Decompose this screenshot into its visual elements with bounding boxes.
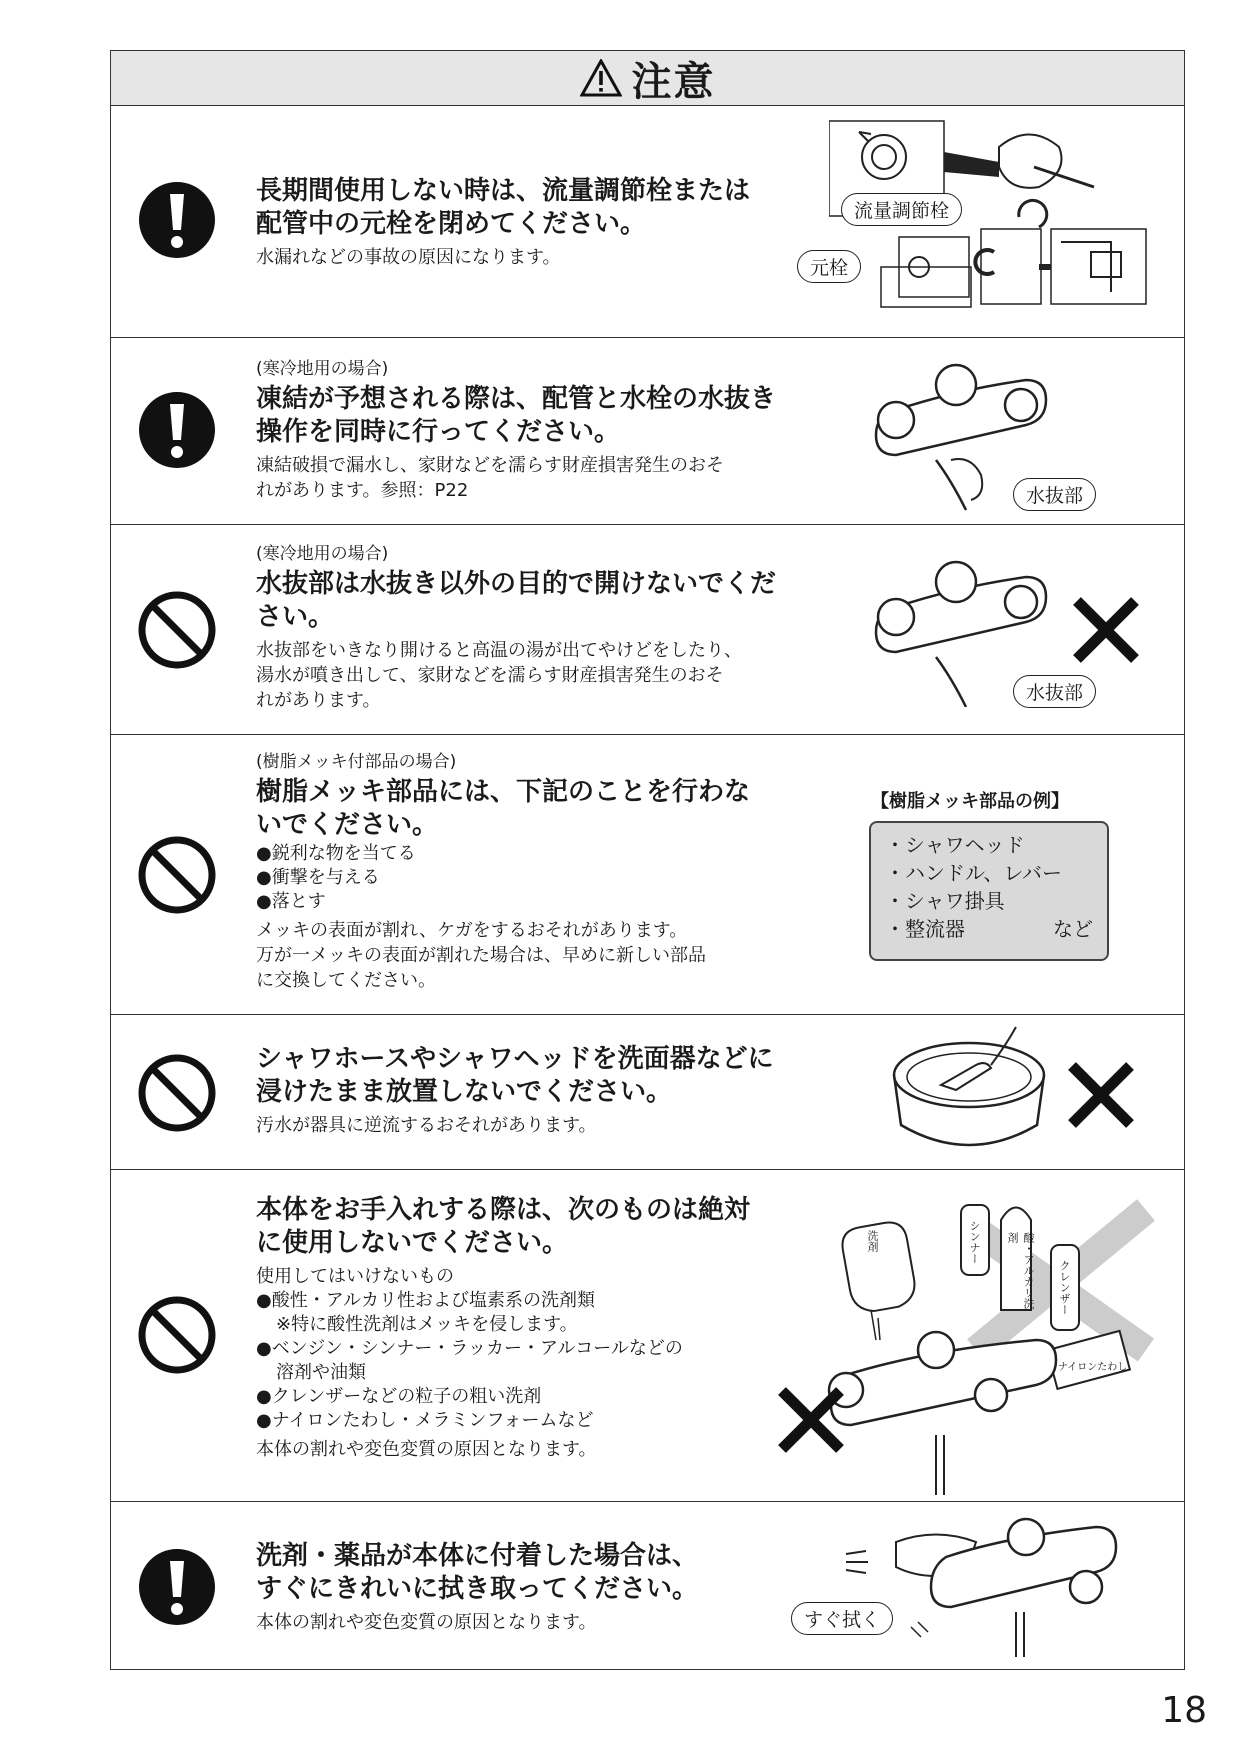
row-3-body-3: れがあります。 xyxy=(256,690,381,711)
caution-row-5 xyxy=(111,1015,1184,1170)
row-3-body-1: 水抜部をいきなり開けると高温の湯が出てやけどをしたり、 xyxy=(256,640,742,661)
row-5-headline-1: シャワホースやシャワヘッドを洗面器などに xyxy=(256,1044,774,1074)
caution-row-1 xyxy=(111,105,1184,338)
row-4-body-2: 万が一メッキの表面が割れた場合は、早めに新しい部品 xyxy=(256,945,706,966)
row-4-body-3: に交換してください。 xyxy=(256,970,436,991)
bullet-item: ●落とす xyxy=(256,891,326,912)
mandatory-action-icon xyxy=(137,1547,217,1627)
row-6-body: 本体の割れや変色変質の原因となります。 xyxy=(256,1439,597,1460)
caution-row-2 xyxy=(111,338,1184,525)
caution-frame xyxy=(110,50,1185,1670)
row-3-headline-2: さい。 xyxy=(256,602,335,632)
row-5-text xyxy=(256,1043,811,1138)
row-2-headline-2: 操作を同時に行ってください。 xyxy=(256,417,621,447)
basin-illustration xyxy=(891,1025,1051,1160)
prohibited-icon xyxy=(137,1053,217,1133)
bottle-label: シンナー xyxy=(968,1220,981,1264)
row-1-text xyxy=(256,175,811,270)
bullet-item: ●衝撃を与える xyxy=(256,867,380,888)
mandatory-action-icon xyxy=(137,180,217,260)
drain-tag: 水抜部 xyxy=(1013,478,1096,511)
warning-triangle-icon xyxy=(580,59,622,97)
row-3-note: (寒冷地用の場合) xyxy=(256,544,389,564)
row-4-text xyxy=(256,747,811,993)
bullet-item: ●酸性・アルカリ性および塩素系の洗剤類 xyxy=(256,1290,595,1311)
example-item: ・シャワ掛具 xyxy=(885,889,1005,913)
row-3-headline-1: 水抜部は水抜き以外の目的で開けないでくだ xyxy=(256,569,777,599)
bottle-label: ナイロンたわし xyxy=(1058,1362,1128,1373)
row-3-body-2: 湯水が噴き出して、家財などを濡らす財産損害発生のおそ xyxy=(256,665,724,686)
prohibited-icon xyxy=(137,590,217,670)
row-2-text xyxy=(256,354,811,503)
example-title: 【樹脂メッキ部品の例】 xyxy=(871,791,1069,812)
row-1-headline-1: 長期間使用しない時は、流量調節栓または xyxy=(256,176,751,206)
example-box xyxy=(869,821,1109,961)
row-4-headline-2: いでください。 xyxy=(256,810,439,840)
example-item: ・ハンドル、レバー xyxy=(885,861,1062,885)
row-2-headline-1: 凍結が予想される際は、配管と水栓の水抜き xyxy=(256,384,777,414)
row-6-text xyxy=(256,1194,816,1462)
drain-tag: 水抜部 xyxy=(1013,675,1096,708)
prohibited-icon xyxy=(137,1295,217,1375)
bullet-item: ●鋭利な物を当てる xyxy=(256,843,416,864)
row-4-bullets xyxy=(256,842,811,914)
page-title: 注意 xyxy=(631,58,716,105)
example-item-last xyxy=(885,915,1093,943)
row-6-bullets xyxy=(256,1289,816,1433)
bottle-label: クレンザー xyxy=(1058,1260,1071,1315)
bottle-label: 酸・アルカリ洗剤 xyxy=(1006,1232,1035,1309)
row-6-headline-1: 本体をお手入れする際は、次のものは絶対 xyxy=(256,1195,751,1225)
bullet-item: ●クレンザーなどの粒子の粗い洗剤 xyxy=(256,1386,542,1407)
main-valve-tag: 元栓 xyxy=(797,250,861,283)
flow-control-valve-tag: 流量調節栓 xyxy=(841,193,962,226)
example-item: ・整流器 xyxy=(885,917,965,941)
row-4-body-1: メッキの表面が割れ、ケガをするおそれがあります。 xyxy=(256,920,688,941)
row-1-headline-2: 配管中の元栓を閉めてください。 xyxy=(256,209,647,239)
bullet-subitem: 溶剤や油類 xyxy=(276,1362,366,1383)
example-item: ・シャワヘッド xyxy=(885,833,1025,857)
row-5-headline-2: 浸けたまま放置しないでください。 xyxy=(256,1077,673,1107)
row-2-note: (寒冷地用の場合) xyxy=(256,359,389,379)
page-number: 18 xyxy=(1161,1690,1207,1731)
caution-row-7 xyxy=(111,1502,1184,1669)
cross-mark-icon xyxy=(1071,595,1141,665)
row-1-body: 水漏れなどの事故の原因になります。 xyxy=(256,247,561,268)
wipe-immediately-tag: すぐ拭く xyxy=(791,1602,893,1635)
prohibited-icon xyxy=(137,835,217,915)
caution-header xyxy=(111,51,1184,106)
row-7-text xyxy=(256,1540,811,1635)
row-2-body-1: 凍結破損で漏水し、家財などを濡らす財産損害発生のおそ xyxy=(256,455,724,476)
bullet-item: ●ナイロンたわし・メラミンフォームなど xyxy=(256,1410,594,1431)
bullet-subitem: ※特に酸性洗剤はメッキを侵します。 xyxy=(276,1314,578,1335)
bullet-item: ●ベンジン・シンナー・ラッカー・アルコールなどの xyxy=(256,1338,683,1359)
row-7-headline-2: すぐにきれいに拭き取ってください。 xyxy=(256,1574,699,1604)
caution-row-3 xyxy=(111,525,1184,735)
wiping-faucet-illustration xyxy=(836,1512,1166,1662)
row-7-headline-1: 洗剤・薬品が本体に付着した場合は、 xyxy=(256,1541,699,1571)
bottle-label: 洗剤 xyxy=(866,1230,879,1252)
row-3-text xyxy=(256,539,811,713)
row-6-headline-2: に使用しないでください。 xyxy=(256,1228,569,1258)
row-4-headline-1: 樹脂メッキ部品には、下記のことを行わな xyxy=(256,777,751,807)
row-2-body-2: れがあります。参照：P22 xyxy=(256,480,469,501)
cross-mark-icon xyxy=(776,1385,846,1455)
row-5-body: 汚水が器具に逆流するおそれがあります。 xyxy=(256,1115,597,1136)
cross-mark-icon xyxy=(1066,1060,1136,1130)
row-6-bullets-title: 使用してはいけないもの xyxy=(256,1266,454,1287)
caution-row-4 xyxy=(111,735,1184,1015)
caution-row-6 xyxy=(111,1170,1184,1502)
example-suffix: など xyxy=(1053,917,1093,941)
mandatory-action-icon xyxy=(137,390,217,470)
row-4-note: (樹脂メッキ付部品の場合) xyxy=(256,752,457,772)
row-7-body: 本体の割れや変色変質の原因となります。 xyxy=(256,1612,597,1633)
